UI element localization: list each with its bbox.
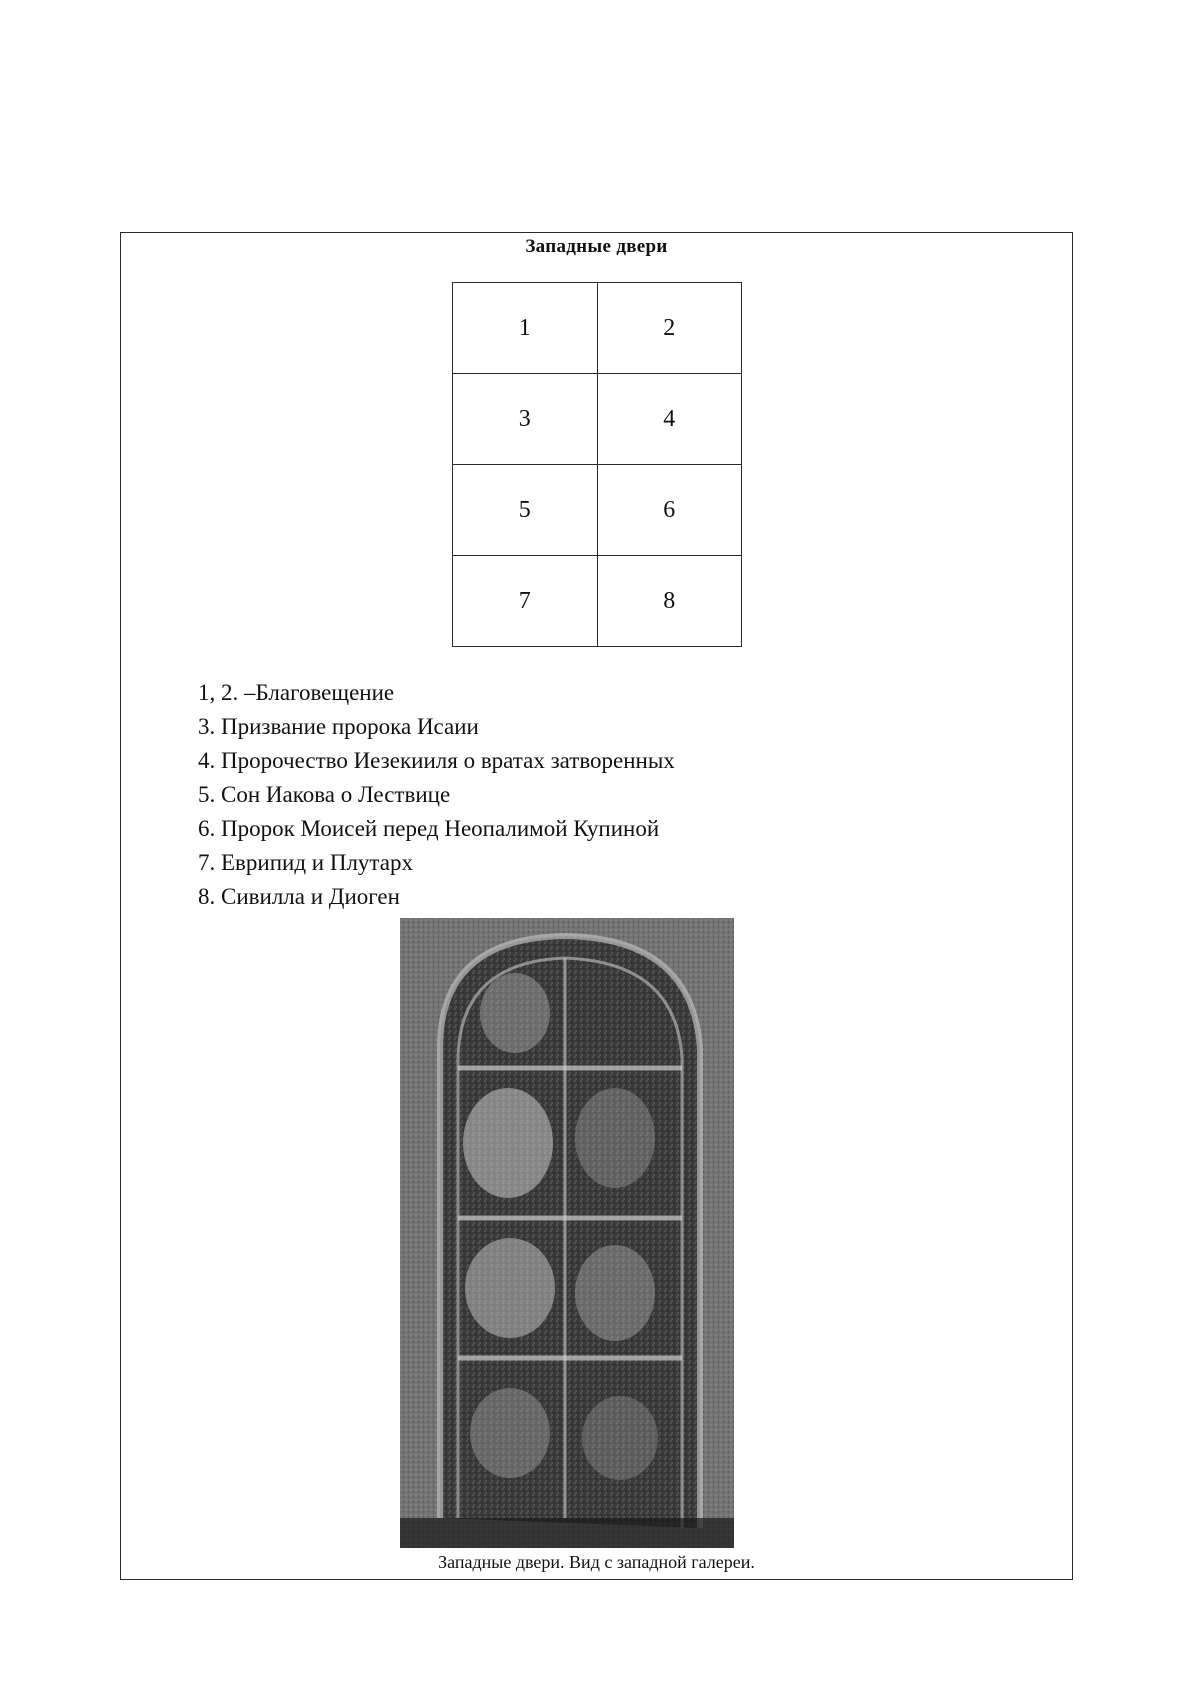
grid-cell: 4	[597, 374, 742, 465]
grid-row	[453, 556, 742, 647]
grid-row	[453, 283, 742, 374]
legend-item: 7. Еврипид и Плутарх	[198, 850, 413, 875]
document-title: Западные двери	[525, 236, 668, 257]
grid-cell: 8	[597, 556, 742, 647]
grid-cell: 1	[453, 283, 598, 374]
door-photo-illustration	[400, 918, 734, 1548]
grid-cell: 2	[597, 283, 742, 374]
legend-item: 4. Пророчество Иезекииля о вратах затворенных	[198, 748, 675, 773]
grid-cell: 5	[453, 465, 598, 556]
grid-cell: 3	[453, 374, 598, 465]
grid-row	[453, 465, 742, 556]
panel-legend	[198, 676, 675, 914]
door-photo	[400, 918, 734, 1548]
grid-row	[453, 374, 742, 465]
grid-cell: 6	[597, 465, 742, 556]
legend-item: 5. Сон Иакова о Лествице	[198, 782, 451, 807]
legend-item: 8. Сивилла и Диоген	[198, 884, 400, 909]
legend-item: 6. Пророк Моисей перед Неопалимой Купиной	[198, 816, 660, 841]
legend-item: 1, 2. –Благовещение	[198, 680, 395, 705]
grid-cell: 7	[453, 556, 598, 647]
photo-caption: Западные двери. Вид с западной галереи.	[438, 1552, 755, 1572]
legend-item: 3. Призвание пророка Исаии	[198, 714, 479, 739]
door-panel-grid	[452, 282, 742, 647]
